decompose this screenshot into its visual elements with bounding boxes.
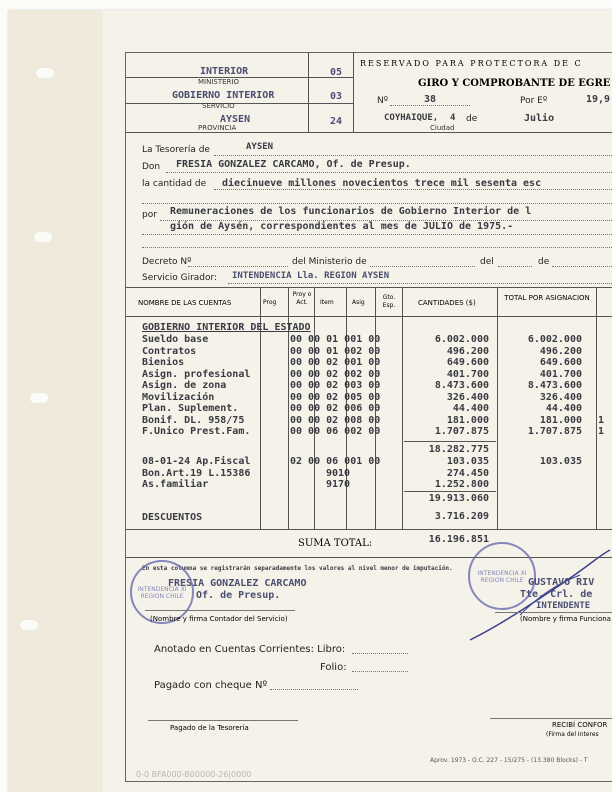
- signer-left-caption: (Nombre y firma Contador del Servicio): [150, 615, 288, 623]
- table-row-codes: 00 00 01 001 00: [290, 334, 381, 345]
- table-row-codes: 00 00 02 006 00: [290, 403, 381, 414]
- servicio-label: SERVICIO: [202, 102, 235, 110]
- table-row-name: Sueldo base: [142, 334, 209, 345]
- reservado-label: RESERVADO PARA PROTECTORA DE C: [360, 59, 583, 68]
- de-label-2: de: [538, 257, 550, 267]
- table-row-total: 1.707.875: [527, 426, 582, 437]
- section-title: GOBIERNO INTERIOR DEL ESTADO: [142, 322, 311, 333]
- recibi-caption: (Firma del Interes: [546, 731, 599, 738]
- col-header-item: Item: [320, 299, 334, 306]
- table-row-name: F.Unico Prest.Fam.: [142, 426, 251, 437]
- tesoreria-label: La Tesorería de: [142, 145, 210, 155]
- table-row-name: Plan. Suplement.: [142, 403, 239, 414]
- stamp-right: INTENDENCIA XI REGION CHILE: [468, 542, 536, 610]
- subtotal-1: 18.282.775: [428, 444, 489, 455]
- city-value: COYHAIQUE,: [384, 113, 439, 123]
- table-row-cantidad: 649.600: [446, 357, 489, 368]
- servicio-value: GOBIERNO INTERIOR: [172, 90, 275, 101]
- subtotal-2: 19.913.060: [428, 493, 489, 504]
- signer-left-title: Of. de Presup.: [196, 590, 281, 601]
- table-row-cantidad: 1.707.875: [434, 426, 489, 437]
- signer-right-title: Tte. Crl. de: [520, 589, 593, 600]
- punch-hole: [34, 232, 52, 242]
- provincia-label: PROVINCIA: [198, 124, 237, 132]
- cantidad-value: diecinueve millones novecientos trece mil sesenta esc: [222, 178, 542, 189]
- table-row-name: Movilización: [142, 391, 215, 403]
- ministerio-value: INTERIOR: [200, 66, 249, 77]
- month-value: Julio: [524, 113, 555, 124]
- table-row-cantidad: 8.473.600: [434, 380, 489, 391]
- table-row-codes: 00 00 01 002 00: [290, 345, 381, 357]
- table-row-cantidad: 1.252.800: [434, 479, 489, 490]
- table-row-cantidad: 6.002.000: [434, 334, 489, 345]
- table-row-cantidad: 44.400: [452, 403, 489, 414]
- table-row-name: 08-01-24 Ap.Fiscal: [142, 456, 251, 467]
- table-row-total: 6.002.000: [527, 334, 582, 345]
- table-row-name: Bonif. DL. 958/75: [142, 414, 245, 426]
- form-title: GIRO Y COMPROBANTE DE EGRE: [418, 78, 611, 89]
- signer-right-name: GUSTAVO RIV: [528, 577, 595, 588]
- table-row-codes: 00 00 02 002 00: [290, 368, 381, 380]
- table-row-name: Asign. profesional: [142, 368, 251, 380]
- table-row-total: 181.000: [539, 414, 582, 426]
- col-header-nombre: NOMBRE DE LAS CUENTAS: [138, 299, 232, 307]
- table-row-codes: 00 00 02 001 00: [290, 357, 381, 368]
- don-label: Don: [142, 162, 161, 172]
- de-label: de: [466, 114, 478, 124]
- amount-value: 19,9: [586, 94, 611, 105]
- signer-left-name: FRESIA GONZALEZ CARCAMO: [168, 578, 307, 589]
- provincia-value: AYSEN: [220, 114, 251, 125]
- servicio-code: 03: [330, 91, 343, 102]
- col-header-gto: Gto. Esp.: [382, 294, 396, 309]
- don-value: FRESIA GONZALEZ CARCAMO, Of. de Presup.: [176, 159, 411, 170]
- del-label: del: [480, 257, 494, 267]
- number-label: Nº: [377, 96, 388, 106]
- table-row-codes: 00 00 02 003 00: [290, 380, 381, 391]
- anotado-label: Anotado en Cuentas Corrientes: Libro:: [154, 644, 346, 655]
- punch-hole: [30, 393, 48, 403]
- table-row-cantidad: 401.700: [446, 368, 489, 380]
- punch-hole: [20, 620, 38, 630]
- table-row-total: 8.473.600: [527, 380, 582, 391]
- table-row-cantidad: 496.200: [446, 345, 489, 357]
- table-row-cantidad: 326.400: [446, 391, 489, 403]
- folio-label: Folio:: [320, 662, 347, 673]
- table-row-name: Contratos: [142, 345, 197, 357]
- table-row-codes: 9170: [326, 479, 351, 490]
- table-row-total: 649.600: [539, 357, 582, 368]
- table-row-codes: 9010: [326, 467, 351, 479]
- table-row-extra: 1: [598, 426, 605, 437]
- table-row-codes: 02 00 06 001 00: [290, 456, 381, 467]
- table-row-name: Asign. de zona: [142, 380, 227, 391]
- ciudad-label: Ciudad: [430, 124, 455, 132]
- provincia-code: 24: [330, 116, 343, 127]
- ministerio-code: 05: [330, 67, 343, 78]
- por-label: por: [142, 210, 157, 220]
- signer-right-title2: INTENDENTE: [536, 601, 591, 611]
- imputation-note: En esta columna se registrarán separadamente los valores al nivel menor de imputación.: [142, 565, 453, 572]
- suma-total-value: 16.196.851: [428, 534, 489, 545]
- ministerio-label: MINISTERIO: [198, 78, 239, 86]
- punch-hole: [36, 68, 54, 78]
- col-header-cantidades: CANTIDADES ($): [418, 299, 476, 307]
- por-value-line2: gión de Aysén, correspondientes al mes de JULIO de 1975.-: [170, 221, 514, 232]
- servicio-girador-value: INTENDENCIA Lla. REGION AYSEN: [232, 271, 390, 281]
- tesoreria-value: AYSEN: [246, 142, 274, 152]
- servicio-girador-label: Servicio Girador:: [142, 273, 218, 283]
- col-header-total: TOTAL POR ASIGNACION: [504, 294, 590, 302]
- del-ministerio-label: del Ministerio de: [292, 257, 367, 267]
- table-row-name: Bon.Art.19 L.15386: [142, 467, 251, 479]
- day-value: 4: [450, 113, 456, 123]
- table-row-name: As.familiar: [142, 479, 209, 490]
- amount-label: Por Eº: [520, 96, 548, 106]
- table-row-extra: 1: [598, 414, 605, 426]
- descuentos-value: 3.716.209: [434, 511, 489, 522]
- descuentos-label: DESCUENTOS: [142, 512, 203, 523]
- table-row-total: 401.700: [539, 368, 582, 380]
- table-row-total: 496.200: [539, 345, 582, 357]
- table-row-total: 103.035: [539, 456, 582, 467]
- pagado-caption: Pagado de la Tesorería: [170, 724, 249, 732]
- pencil-notes: 0-0 BFA000-B00000-26|0000: [136, 770, 252, 779]
- table-row-cantidad: 103.035: [446, 456, 489, 467]
- binding-margin: [8, 10, 103, 792]
- signer-right-caption: (Nombre y firma Funciona: [520, 615, 611, 623]
- col-header-proy: Proy o Act.: [292, 291, 312, 306]
- stamp-left: INTENDENCIA XI REGION CHILE: [130, 560, 194, 624]
- table-row-total: 44.400: [545, 403, 582, 414]
- decreto-label: Decreto Nº: [142, 257, 192, 267]
- pagado-label: Pagado con cheque Nº: [154, 680, 268, 691]
- table-row-codes: 00 00 06 002 00: [290, 426, 381, 437]
- por-value-line1: Remuneraciones de los funcionarios de Gobierno Interior de l: [170, 206, 532, 217]
- cantidad-label: la cantidad de: [142, 179, 207, 189]
- table-row-name: Bienios: [142, 357, 185, 368]
- table-row-total: 326.400: [539, 391, 582, 403]
- table-row-cantidad: 181.000: [446, 414, 489, 426]
- col-header-prog: Prog: [263, 299, 277, 306]
- table-row-codes: 00 00 02 008 00: [290, 414, 381, 426]
- print-imprint: Aprov. 1973 - O.C. 227 - 15/275 - (13.380 Blocks) - T: [430, 757, 588, 764]
- table-row-cantidad: 274.450: [446, 467, 489, 479]
- suma-total-label: SUMA TOTAL:: [298, 538, 373, 549]
- col-header-asig: Asig: [352, 299, 365, 306]
- table-row-codes: 00 00 02 005 00: [290, 391, 381, 403]
- recibi-label: RECIBÍ CONFOR: [552, 721, 608, 729]
- number-value: 38: [424, 94, 437, 105]
